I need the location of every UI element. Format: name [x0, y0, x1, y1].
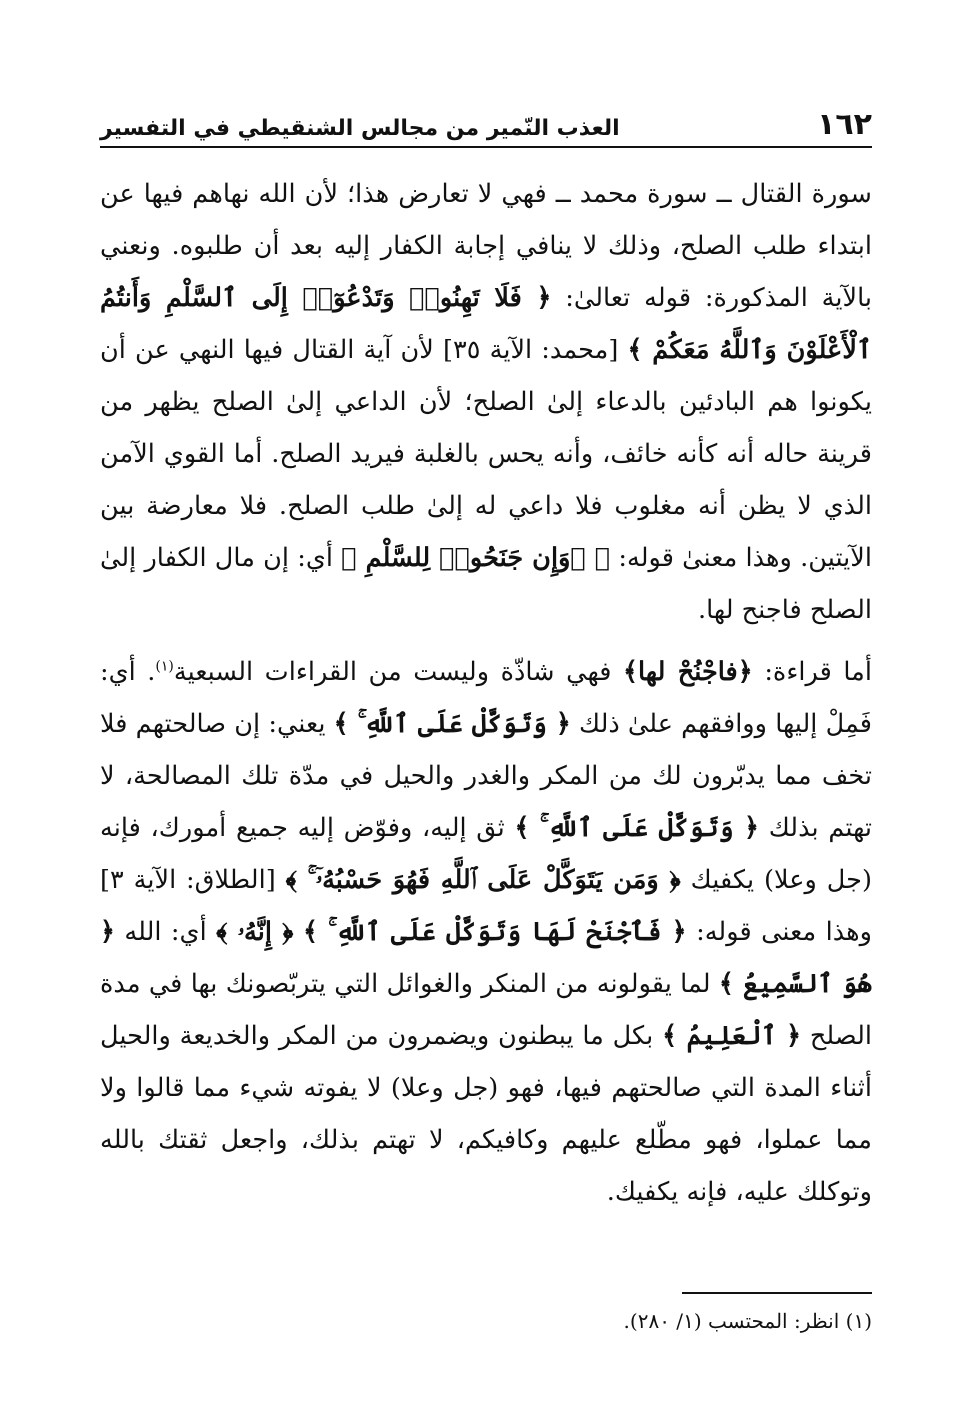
quran-verse: ﴿ فَلَا تَهِنُوا۟ وَتَدْعُوٓا۟ إِلَى ٱلسَّلْمِ وَأَنتُمُ ٱلْأَعْلَوْنَ وَٱللَّهُ مَعَكُمْ ﴾ [100, 283, 872, 365]
quran-verse: ﴿ وَمَن يَتَوَكَّلْ عَلَى ٱللَّهِ فَهُوَ حَسْبُهُۥٓ ۚ ﴾ [285, 865, 681, 895]
footnote-divider [682, 1292, 872, 1294]
quran-verse: ﴿ وَتَوَكَّلْ عَلَى ٱللَّهِ ۚ ﴾ [333, 709, 571, 739]
paragraph-1 [100, 168, 872, 636]
quran-verse: ﴿ هُوَ ٱلسَّمِيعُ ﴾ [100, 917, 873, 999]
text-span: فهي شاذّة وليست من القراءات السبعية [173, 657, 612, 687]
quran-verse: ﴿ فَٱجْنَحْ لَهَا وَتَوَكَّلْ عَلَى ٱللَّهِ ۚ ﴾ [302, 917, 687, 947]
text-span: أما قراءة: [764, 657, 872, 687]
text-span: ثق إليه، وفوّض إليه جميع أمورك، فإنه (جل وعلا) يكفيك [100, 813, 872, 895]
text-span: سورة القتال ــ سورة محمد ــ فهي لا تعارض هذا؛ لأن الله نهاهم فيها عن ابتداء طلب الصلح، وذلك لا ينافي إجابة الكفار إليه بعد أن طلبوه. ونعني بالآية المذكورة: قوله تعالىٰ: [100, 179, 872, 313]
text-span: [محمد: الآية ٣٥] لأن آية القتال فيها النهي عن أن يكونوا هم البادئين بالدعاء إلىٰ الصلح؛ لأن الداعي إلىٰ الصلح يظهر من قرينة حاله أنه كأنه خائف، وأنه يحس بالغلبة فيريد الصلح. أما القوي الآمن الذي لا يظن أنه مغلوب فلا داعي له إلىٰ طلب الصلح. فلا معارضة بين الآيتين. وهذا معنىٰ قوله: [100, 335, 872, 573]
qiraah-quote: ﴿فاجْنُحْ لها﴾ [623, 657, 753, 687]
paragraph-2 [100, 646, 872, 1218]
text-span: يعني: إن صالحتهم فلا تخف مما يدبّرون لك من المكر والغدر والحيل في مدّة تلك المصالحة، لا تهتم بذلك [100, 709, 872, 843]
page-header [100, 86, 872, 148]
quran-verse: ﴿ ۞وَإِن جَنَحُوا۟ لِلسَّلْمِ ﴾ [341, 543, 611, 573]
footnote: (١) انظر: المحتسب (١/ ٢٨٠). [623, 1309, 872, 1333]
text-span: أي: الله [124, 917, 207, 947]
text-span: [الطلاق: الآية ٣] وهذا معنى قوله: [100, 865, 873, 947]
footnote-marker: (١) [155, 658, 174, 675]
running-title: العذب النّمير من مجالس الشنقيطي في التفسير [100, 116, 620, 141]
quran-verse: ﴿ وَتَوَكَّلْ عَلَى ٱللَّهِ ۚ ﴾ [514, 813, 760, 843]
page-number: ١٦٢ [817, 107, 872, 142]
text-span: . أي: فَمِلْ إليها ووافقهم علىٰ ذلك [100, 657, 872, 739]
text-span: بكل ما يبطنون ويضمرون من المكر والخديعة والحيل أثناء المدة التي صالحتهم فيها، فهو (جل وعلا) لا يفوته شيء مما قالوا ولا مما عملوا، فهو مطّلع عليهم وكافيكم، لا تهتم بذلك، واجعل ثقتك بالله وتوكلك عليه، فإنه يكفيك. [100, 1021, 872, 1207]
quran-verse: ﴿ ٱلْعَلِيمُ ﴾ [662, 1021, 802, 1051]
quran-verse: ﴿ إِنَّهُۥ ﴾ [216, 917, 294, 947]
body-text [100, 168, 872, 1218]
text-span: أي: إن مال الكفار إلىٰ الصلح فاجنح لها. [100, 543, 872, 625]
text-span: لما يقولونه من المنكر والغوائل التي يتربّصونك بها في مدة الصلح [100, 969, 872, 1051]
